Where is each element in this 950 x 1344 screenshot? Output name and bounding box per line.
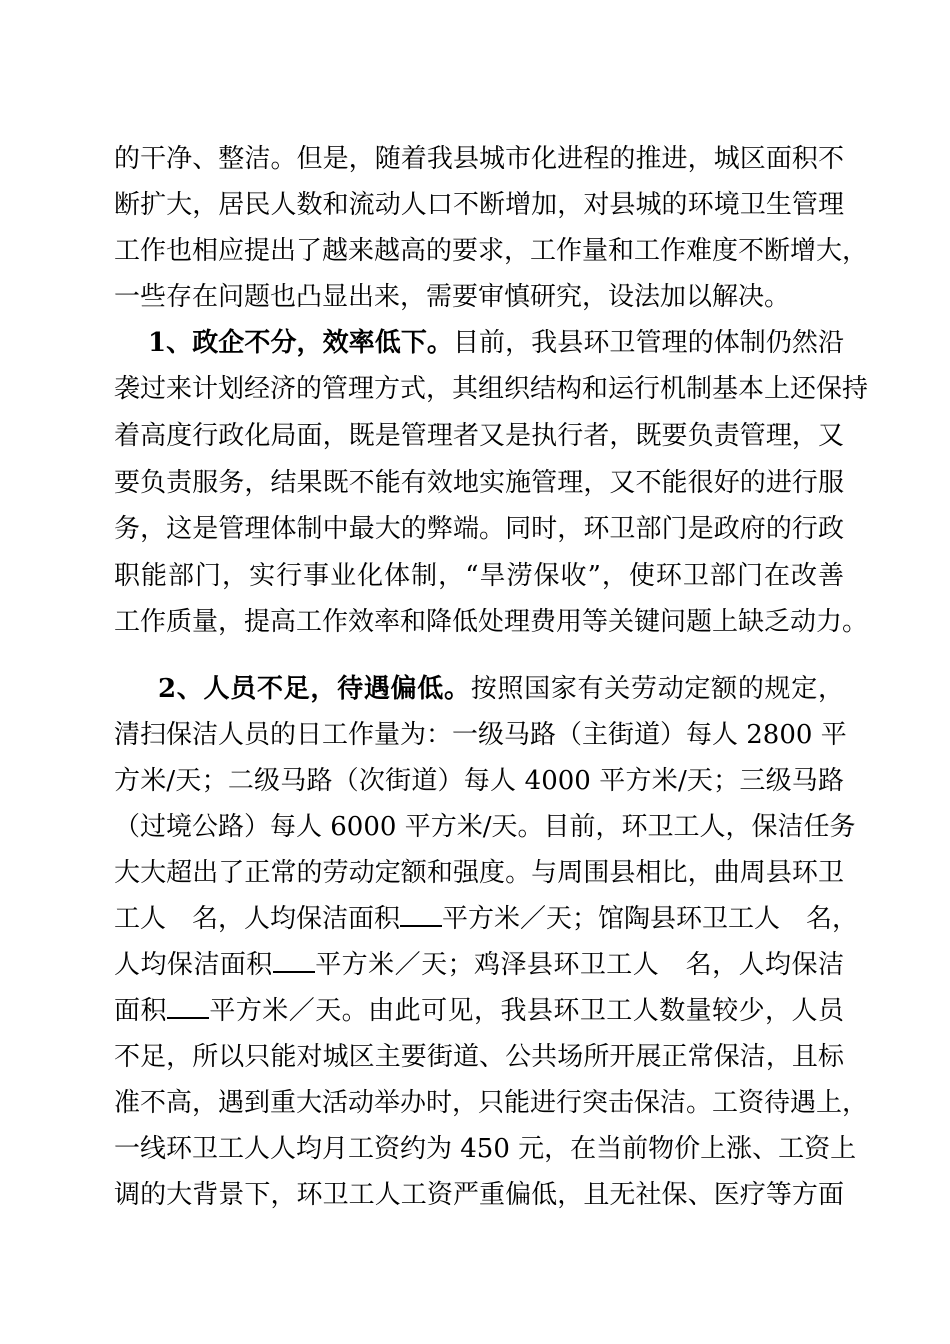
paragraph-line: 大大超出了正常的劳动定额和强度。与周围县相比，曲周县环卫 — [114, 858, 844, 888]
paragraph-line: 职能部门，实行事业化体制，“旱涝保收”，使环卫部门在改善 — [114, 561, 844, 591]
paragraph-line: 调的大背景下，环卫工人工资严重偏低，且无社保、医疗等方面 — [114, 1180, 844, 1210]
paragraph-line: 工作质量，提高工作效率和降低处理费用等关键问题上缺乏动力。 — [114, 607, 869, 637]
fill-in-blank — [400, 903, 442, 927]
paragraph-line: 工作也相应提出了越来越高的要求，工作量和工作难度不断增大， — [114, 236, 869, 266]
paragraph-line: 着高度行政化局面，既是管理者又是执行者，既要负责管理，又 — [114, 421, 844, 451]
paragraph-line: 一线环卫工人人均月工资约为 450 元，在当前物价上涨、工资上 — [114, 1134, 857, 1164]
paragraph-line: 清扫保洁人员的日工作量为：一级马路（主街道）每人 2800 平 — [114, 720, 847, 750]
paragraph-line: （过境公路）每人 6000 平方米/天。目前，环卫工人，保洁任务 — [114, 812, 856, 842]
section-2-heading: 2、人员不足，待遇偏低。 — [158, 674, 471, 704]
section-1-first-line — [148, 320, 844, 366]
section-1-text: 目前，我县环卫管理的体制仍然沿 — [452, 328, 844, 358]
paragraph-line: 不足，所以只能对城区主要街道、公共场所开展正常保洁，且标 — [114, 1042, 844, 1072]
paragraph-line: 要负责服务，结果既不能有效地实施管理，又不能很好的进行服 — [114, 468, 844, 498]
paragraph-line-with-blanks: 工人 名，人均保洁面积 平方米／天；馆陶县环卫工人 名， — [114, 904, 859, 934]
paragraph-line-with-blanks: 人均保洁面积 平方米／天；鸡泽县环卫工人 名，人均保洁 — [114, 950, 844, 980]
paragraph-line: 方米/天；二级马路（次街道）每人 4000 平方米/天；三级马路 — [114, 766, 844, 796]
paragraph-line: 断扩大，居民人数和流动人口不断增加，对县城的环境卫生管理 — [114, 190, 844, 220]
paragraph-line-with-blanks: 面积 平方米／天。由此可见，我县环卫工人数量较少，人员 — [114, 996, 844, 1026]
paragraph-line: 务，这是管理体制中最大的弊端。同时，环卫部门是政府的行政 — [114, 514, 844, 544]
paragraph-line: 准不高，遇到重大活动举办时，只能进行突击保洁。工资待遇上， — [114, 1088, 869, 1118]
section-1-heading: 1、政企不分，效率低下。 — [148, 328, 453, 358]
paragraph-line: 的干净、整洁。但是，随着我县城市化进程的推进，城区面积不 — [114, 144, 844, 174]
fill-in-blank — [167, 995, 209, 1019]
paragraph-line: 一些存在问题也凸显出来，需要审慎研究，设法加以解决。 — [114, 282, 791, 312]
section-2-first-line — [158, 666, 844, 712]
fill-in-blank — [273, 949, 315, 973]
section-2-text: 按照国家有关劳动定额的规定， — [470, 674, 844, 704]
paragraph-line: 袭过来计划经济的管理方式，其组织结构和运行机制基本上还保持 — [114, 374, 869, 404]
